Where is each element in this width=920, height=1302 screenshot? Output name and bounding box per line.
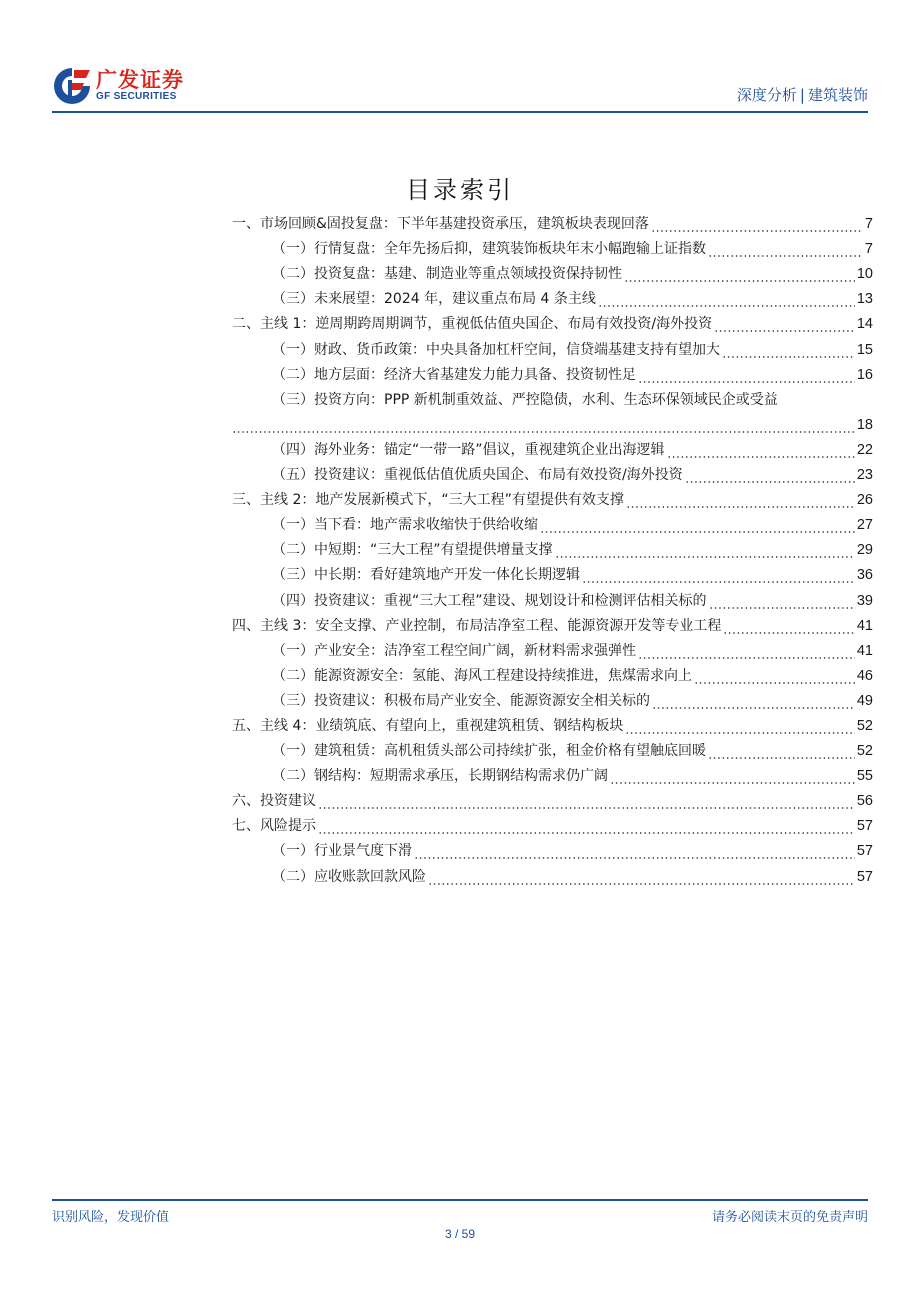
toc-entry[interactable] bbox=[232, 860, 873, 885]
toc-entry[interactable] bbox=[232, 359, 873, 384]
toc-page-number: 27 bbox=[856, 517, 873, 534]
toc-entry[interactable] bbox=[232, 660, 873, 685]
toc-leader-dots bbox=[540, 516, 855, 534]
toc-entry-text: （一）行情复盘：全年先扬后抑，建筑装饰板块年末小幅跑输上证指数 bbox=[272, 241, 706, 258]
toc-entry-text: 七、风险提示 bbox=[232, 818, 316, 835]
footer-disclaimer-note: 请务必阅读末页的免责声明 bbox=[711, 1210, 868, 1225]
toc-entry[interactable] bbox=[232, 534, 873, 559]
toc-entry-text: 六、投资建议 bbox=[232, 793, 316, 810]
toc-entry[interactable] bbox=[232, 810, 873, 835]
toc-entry[interactable] bbox=[232, 434, 873, 459]
toc-leader-dots bbox=[685, 466, 855, 484]
table-of-contents bbox=[232, 208, 873, 886]
header-divider bbox=[52, 111, 868, 113]
toc-entry[interactable] bbox=[232, 484, 873, 509]
toc-entry[interactable] bbox=[232, 710, 873, 735]
toc-page-number: 29 bbox=[856, 542, 873, 559]
toc-entry[interactable] bbox=[232, 685, 873, 710]
toc-leader-dots bbox=[723, 617, 855, 635]
toc-page-number: 23 bbox=[856, 467, 873, 484]
toc-page-number: 41 bbox=[856, 617, 873, 634]
toc-page-number: 49 bbox=[856, 692, 873, 709]
toc-entry-text: （二）中短期：“三大工程”有望提供增量支撑 bbox=[272, 542, 553, 559]
toc-entry-text: （二）投资复盘：基建、制造业等重点领域投资保持韧性 bbox=[272, 266, 622, 283]
toc-page-number: 16 bbox=[856, 366, 873, 383]
footer-slogan: 识别风险，发现价值 bbox=[52, 1210, 170, 1225]
toc-leader-dots bbox=[232, 416, 855, 434]
toc-entry-text: 五、主线 4：业绩筑底、有望向上，重视建筑租赁、钢结构板块 bbox=[232, 717, 624, 734]
toc-entry-text: （一）当下看：地产需求收缩快于供给收缩 bbox=[272, 517, 538, 534]
toc-leader-dots bbox=[708, 240, 863, 258]
toc-leader-dots bbox=[414, 842, 855, 860]
toc-entry[interactable] bbox=[232, 283, 873, 308]
toc-page-number: 10 bbox=[856, 266, 873, 283]
toc-entry[interactable] bbox=[232, 785, 873, 810]
toc-entry[interactable] bbox=[232, 459, 873, 484]
toc-leader-dots bbox=[667, 441, 855, 459]
toc-page-number: 7 bbox=[864, 216, 873, 233]
toc-page-number: 56 bbox=[856, 793, 873, 810]
toc-page-number: 26 bbox=[856, 492, 873, 509]
toc-entry[interactable] bbox=[232, 233, 873, 258]
toc-entry-text: （四）投资建议：重视“三大工程”建设、规划设计和检测评估相关标的 bbox=[272, 592, 707, 609]
toc-entry-text: 三、主线 2：地产发展新模式下，“三大工程”有望提供有效支撑 bbox=[232, 492, 624, 509]
toc-entry[interactable] bbox=[232, 333, 873, 358]
logo-chinese-text: 广发证券 bbox=[96, 68, 184, 92]
toc-page-number: 7 bbox=[864, 241, 873, 258]
page-number: 3 / 59 bbox=[444, 1227, 476, 1241]
toc-leader-dots bbox=[626, 491, 855, 509]
toc-leader-dots bbox=[318, 817, 855, 835]
toc-entry-text: 四、主线 3：安全支撑、产业控制，布局洁净室工程、能源资源开发等专业工程 bbox=[232, 617, 722, 634]
toc-entry-text: （二）应收账款回款风险 bbox=[272, 868, 426, 885]
toc-leader-dots bbox=[714, 315, 855, 333]
toc-leader-dots bbox=[555, 541, 855, 559]
toc-entry[interactable] bbox=[232, 835, 873, 860]
toc-leader-dots bbox=[318, 792, 855, 810]
toc-entry[interactable] bbox=[232, 559, 873, 584]
toc-page-number: 46 bbox=[856, 667, 873, 684]
toc-entry-text: （三）中长期：看好建筑地产开发一体化长期逻辑 bbox=[272, 567, 580, 584]
toc-page-number: 22 bbox=[856, 441, 873, 458]
toc-leader-dots bbox=[694, 667, 855, 685]
toc-leader-dots bbox=[624, 265, 855, 283]
toc-entry[interactable] bbox=[232, 735, 873, 760]
logo-english-text: GF SECURITIES bbox=[96, 91, 177, 102]
toc-page-number: 52 bbox=[856, 743, 873, 760]
toc-page-number: 36 bbox=[856, 567, 873, 584]
toc-entry[interactable] bbox=[232, 384, 873, 409]
toc-entry-text: （一）行业景气度下滑 bbox=[272, 843, 412, 860]
toc-page-number: 57 bbox=[856, 843, 873, 860]
page-title: 目录索引 bbox=[406, 176, 514, 204]
toc-leader-dots bbox=[638, 366, 855, 384]
toc-entry[interactable] bbox=[232, 635, 873, 660]
toc-entry-text: （一）财政、货币政策：中央具备加杠杆空间，信贷端基建支持有望加大 bbox=[272, 341, 720, 358]
toc-entry[interactable] bbox=[232, 584, 873, 609]
toc-entry-text: （二）钢结构：短期需求承压，长期钢结构需求仍广阔 bbox=[272, 768, 608, 785]
toc-leader-dots bbox=[428, 868, 855, 886]
toc-entry-text: （二）能源资源安全：氢能、海风工程建设持续推进，焦煤需求向上 bbox=[272, 667, 692, 684]
toc-page-number: 52 bbox=[856, 717, 873, 734]
toc-leader-dots bbox=[709, 592, 855, 610]
toc-entry-continuation[interactable] bbox=[232, 409, 873, 434]
toc-leader-dots bbox=[638, 642, 855, 660]
toc-page-number: 14 bbox=[856, 316, 873, 333]
toc-leader-dots bbox=[610, 767, 855, 785]
toc-entry[interactable] bbox=[232, 509, 873, 534]
toc-entry[interactable] bbox=[232, 760, 873, 785]
toc-leader-dots bbox=[625, 717, 855, 735]
toc-page-number: 13 bbox=[856, 291, 873, 308]
toc-page-number: 18 bbox=[856, 416, 873, 433]
toc-page-number: 57 bbox=[856, 868, 873, 885]
toc-entry-text: （四）海外业务：锚定“一带一路”倡议，重视建筑企业出海逻辑 bbox=[272, 441, 665, 458]
toc-entry-text: 二、主线 1：逆周期跨周期调节，重视低估值央国企、布局有效投资/海外投资 bbox=[232, 316, 713, 333]
toc-entry[interactable] bbox=[232, 208, 873, 233]
toc-entry-text: （三）未来展望：2024 年，建议重点布局 4 条主线 bbox=[272, 291, 596, 308]
toc-entry-text: （二）地方层面：经济大省基建发力能力具备、投资韧性足 bbox=[272, 366, 636, 383]
toc-entry-text: （三）投资方向：PPP 新机制重效益、严控隐债，水利、生态环保领域民企或受益 bbox=[272, 391, 778, 408]
toc-page-number: 57 bbox=[856, 818, 873, 835]
toc-page-number: 55 bbox=[856, 768, 873, 785]
toc-entry[interactable] bbox=[232, 610, 873, 635]
toc-entry[interactable] bbox=[232, 308, 873, 333]
toc-page-number: 41 bbox=[856, 642, 873, 659]
toc-entry-text: （一）产业安全：洁净室工程空间广阔，新材料需求强弹性 bbox=[272, 642, 636, 659]
toc-entry-text: （三）投资建议：积极布局产业安全、能源资源安全相关标的 bbox=[272, 692, 650, 709]
toc-leader-dots bbox=[708, 742, 855, 760]
page-header bbox=[52, 62, 868, 112]
report-type: 深度分析 bbox=[736, 86, 797, 104]
toc-page-number: 39 bbox=[856, 592, 873, 609]
toc-leader-dots bbox=[651, 215, 863, 233]
toc-page-number: 15 bbox=[856, 341, 873, 358]
toc-leader-dots bbox=[652, 692, 855, 710]
report-category bbox=[737, 84, 868, 105]
toc-entry-text: 一、市场回顾&固投复盘：下半年基建投资承压，建筑板块表现回落 bbox=[232, 216, 649, 233]
toc-entry[interactable] bbox=[232, 258, 873, 283]
toc-leader-dots bbox=[722, 341, 855, 359]
gf-logo-icon bbox=[52, 66, 92, 106]
footer-divider bbox=[52, 1199, 868, 1201]
toc-leader-dots bbox=[582, 566, 855, 584]
toc-entry-text: （五）投资建议：重视低估值优质央国企、布局有效投资/海外投资 bbox=[272, 467, 683, 484]
toc-entry-text: （一）建筑租赁：高机租赁头部公司持续扩张，租金价格有望触底回暖 bbox=[272, 743, 706, 760]
header-separator: | bbox=[799, 86, 805, 104]
industry-name: 建筑装饰 bbox=[807, 86, 868, 104]
toc-leader-dots bbox=[598, 290, 855, 308]
company-logo bbox=[52, 62, 202, 108]
